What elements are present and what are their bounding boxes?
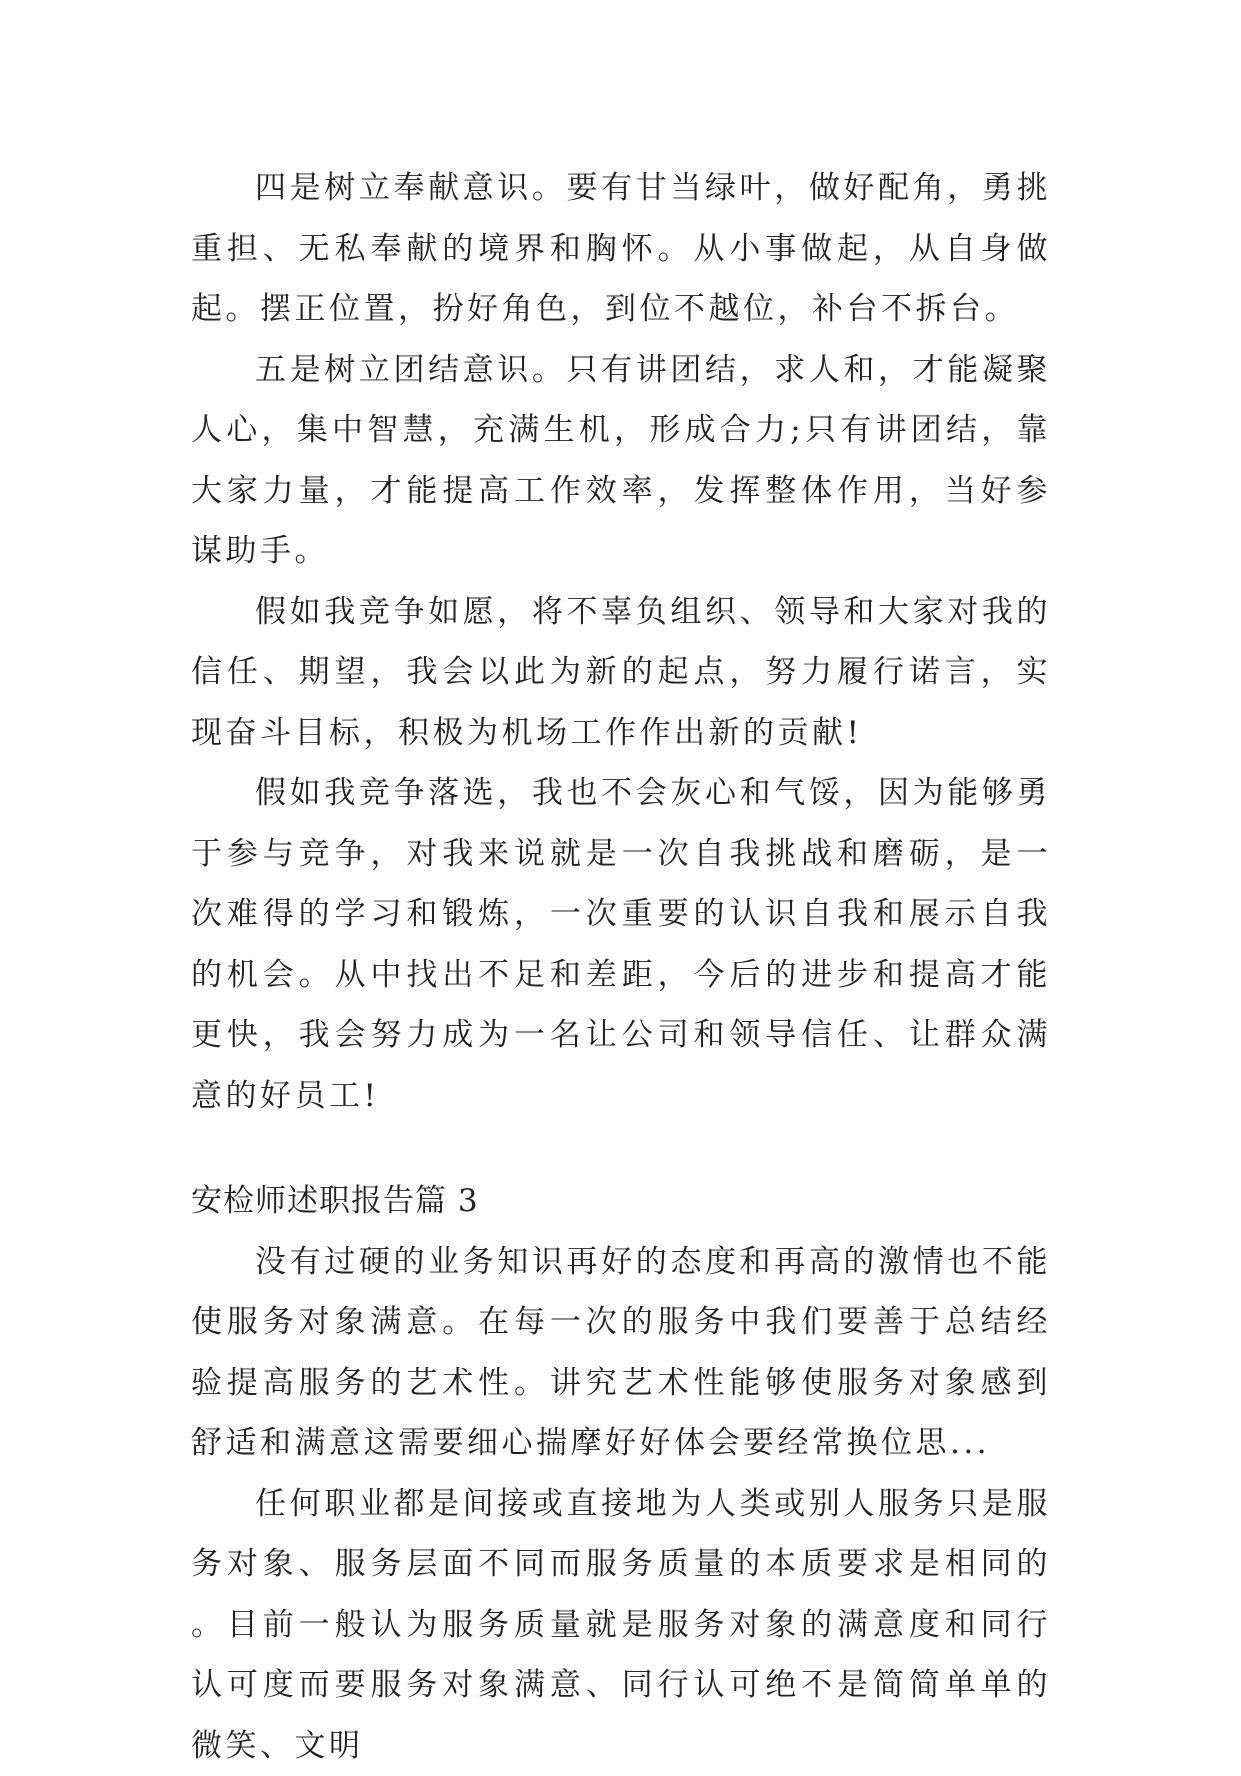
paragraph-unity-awareness: 五是树立团结意识。只有讲团结，求人和，才能凝聚人心，集中智慧，充满生机，形成合力;只有讲团结，靠大家力量，才能提高工作效率，发挥整体作用，当好参谋助手。: [191, 340, 1051, 582]
paragraph-service-knowledge: 没有过硬的业务知识再好的态度和再高的激情也不能使服务对象满意。在每一次的服务中我们要善于总结经验提高服务的艺术性。讲究艺术性能够使服务对象感到舒适和满意这需要细心揣摩好好体会要经常换位思...: [191, 1232, 1051, 1474]
paragraph-service-quality: 任何职业都是间接或直接地为人类或别人服务只是服务对象、服务层面不同而服务质量的本质要求是相同的。目前一般认为服务质量就是服务对象的满意度和同行认可度而要服务对象满意、同行认可绝不是简简单单的微笑、文明: [191, 1474, 1051, 1776]
document-body: [191, 158, 1051, 1776]
paragraph-if-unsuccessful: 假如我竞争落选，我也不会灰心和气馁，因为能够勇于参与竞争，对我来说就是一次自我挑战和磨砺，是一次难得的学习和锻炼，一次重要的认识自我和展示自我的机会。从中找出不足和差距，今后的进步和提高才能更快，我会努力成为一名让公司和领导信任、让群众满意的好员工!: [191, 763, 1051, 1126]
paragraph-if-successful: 假如我竞争如愿，将不辜负组织、领导和大家对我的信任、期望，我会以此为新的起点，努力履行诺言，实现奋斗目标，积极为机场工作作出新的贡献!: [191, 582, 1051, 764]
paragraph-dedication-awareness: 四是树立奉献意识。要有甘当绿叶，做好配角，勇挑重担、无私奉献的境界和胸怀。从小事做起，从自身做起。摆正位置，扮好角色，到位不越位，补台不拆台。: [191, 158, 1051, 340]
section-title: 安检师述职报告篇 3: [191, 1171, 1051, 1232]
